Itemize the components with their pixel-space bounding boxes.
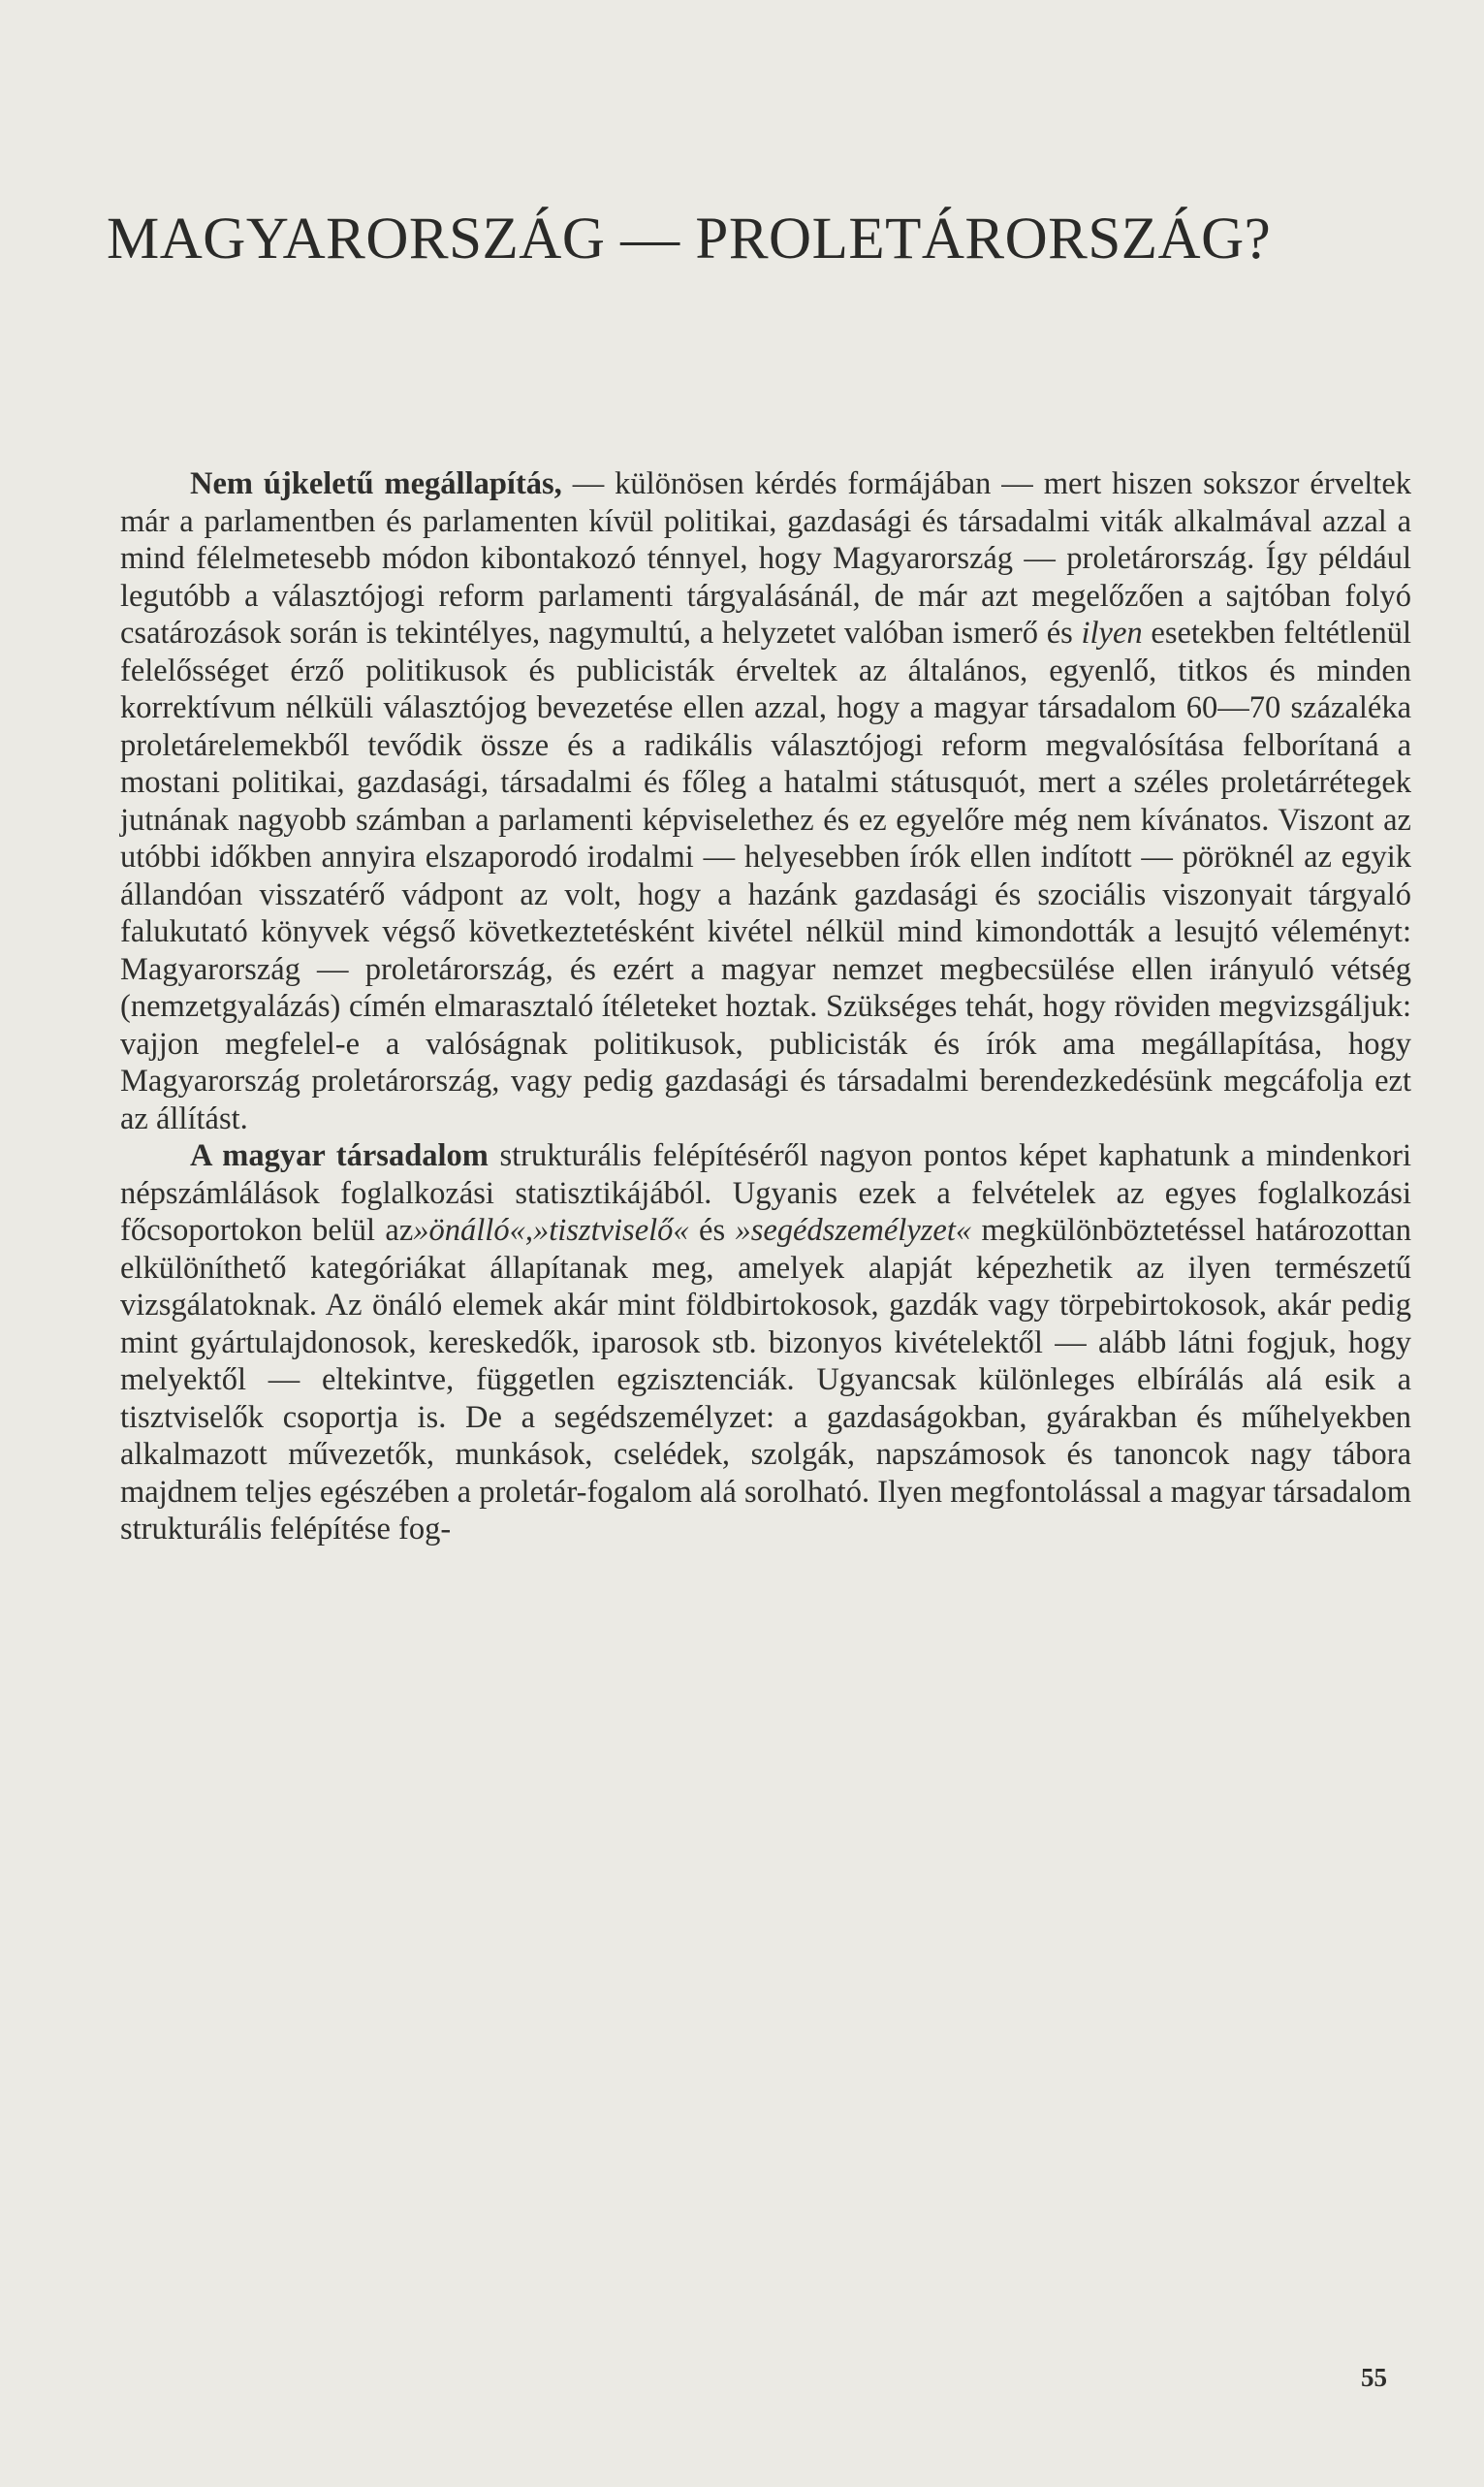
- paragraph-2: [120, 1137, 1411, 1548]
- paragraph-2-lead: A magyar társadalom: [190, 1138, 489, 1173]
- body-text: [120, 465, 1411, 1548]
- paragraph-1-text-2: esetekben feltétlenül felelősséget érző politikusok és publicisták érveltek az általános, egyenlő, titkos és minden korrektívum nélküli választójog bevezetése ellen azzal, hogy a magyar társadalom 60—70 százaléka proletárelemekből tevődik össze és a radikális választójogi reform megvalósítása felborítaná a mostani politikai, gazdasági, társadalmi és főleg a hatalmi státusquót, mert a széles proletárrétegek jutnának nagyobb számban a parlamenti képviselethez és ez egyelőre még nem kívánatos. Viszont az utóbbi időkben annyira elszaporodó irodalmi — helyesebben írók ellen indított — pöröknél az egyik állandóan visszatérő vádpont az volt, hogy a hazánk gazdasági és szociális viszonyait tárgyaló falukutató könyvek végső következtetésként kivétel nélkül mind kimondották a lesujtó véleményt: Magyarország — proletárország, és ezért a magyar nemzet megbecsülése ellen irányuló vétség (nemzetgyalázás) címén elmarasztaló ítéleteket hoztak. Szükséges tehát, hogy röviden megvizsgáljuk: vajjon megfelel-e a valóságnak politikusok, publicisták és írók ama megállapítása, hogy Magyarország proletárország, vagy pedig gazdasági és társadalmi berendezkedésünk megcáfolja ezt az állítást.: [120, 616, 1411, 1136]
- chapter-title: MAGYARORSZÁG — PROLETÁRORSZÁG?: [107, 207, 1272, 271]
- paragraph-1-lead: Nem újkeletű megállapítás,: [190, 466, 562, 501]
- page-number: 55: [1361, 2363, 1387, 2392]
- paragraph-1: [120, 465, 1411, 1137]
- paragraph-2-joiner: és: [688, 1213, 736, 1248]
- paragraph-2-text-2: megkülönböztetéssel határozottan elkülöníthető kategóriákat állapítanak meg, amelyek alapját képezhetik az ilyen természetű vizsgálatoknak. Az önáló elemek akár mint földbirtokosok, gazdák vagy törpebirtokosok, akár pedig mint gyártulajdonosok, kereskedők, iparosok stb. bizonyos kivételektől — alább látni fogjuk, hogy melyektől — eltekintve, független egzisztenciák. Ugyancsak különleges elbírálás alá esik a tisztviselők csoportja is. De a segédszemélyzet: a gazdaságokban, gyárakban és műhelyekben alkalmazott művezetők, munkások, cselédek, szolgák, napszámosok és tanoncok nagy tábora majdnem teljes egészében a proletár-fogalom alá sorolható. Ilyen megfontolással a magyar társadalom strukturális felépítése fog-: [120, 1213, 1411, 1546]
- paragraph-2-text: strukturális felépítéséről nagyon pontos képet kaphatunk a mindenkori népszámlálások foglalkozási statisztikájából. Ugyanis ezek a felvételek az egyes foglalkozási főcsoportokon belül az: [120, 1138, 1411, 1248]
- paragraph-2-italic-1: »önálló«,: [413, 1213, 533, 1248]
- paragraph-2-italic-3: »segédszemélyzet«: [735, 1213, 972, 1248]
- paragraph-1-italic: ilyen: [1081, 616, 1143, 651]
- paragraph-2-italic-2: »tisztviselő«: [532, 1213, 689, 1248]
- paragraph-1-text: — különösen kérdés formájában — mert hiszen sokszor érveltek már a parlamentben és parlamenten kívül politikai, gazdasági és társadalmi viták alkalmával azzal a mind félelmetesebb módon kibontakozó ténnyel, hogy Magyarország — proletárország. Így például legutóbb a választójogi reform parlamenti tárgyalásánál, de már azt megelőzően a sajtóban folyó csatározások során is tekintélyes, nagymultú, a helyzetet valóban ismerő és: [120, 466, 1411, 651]
